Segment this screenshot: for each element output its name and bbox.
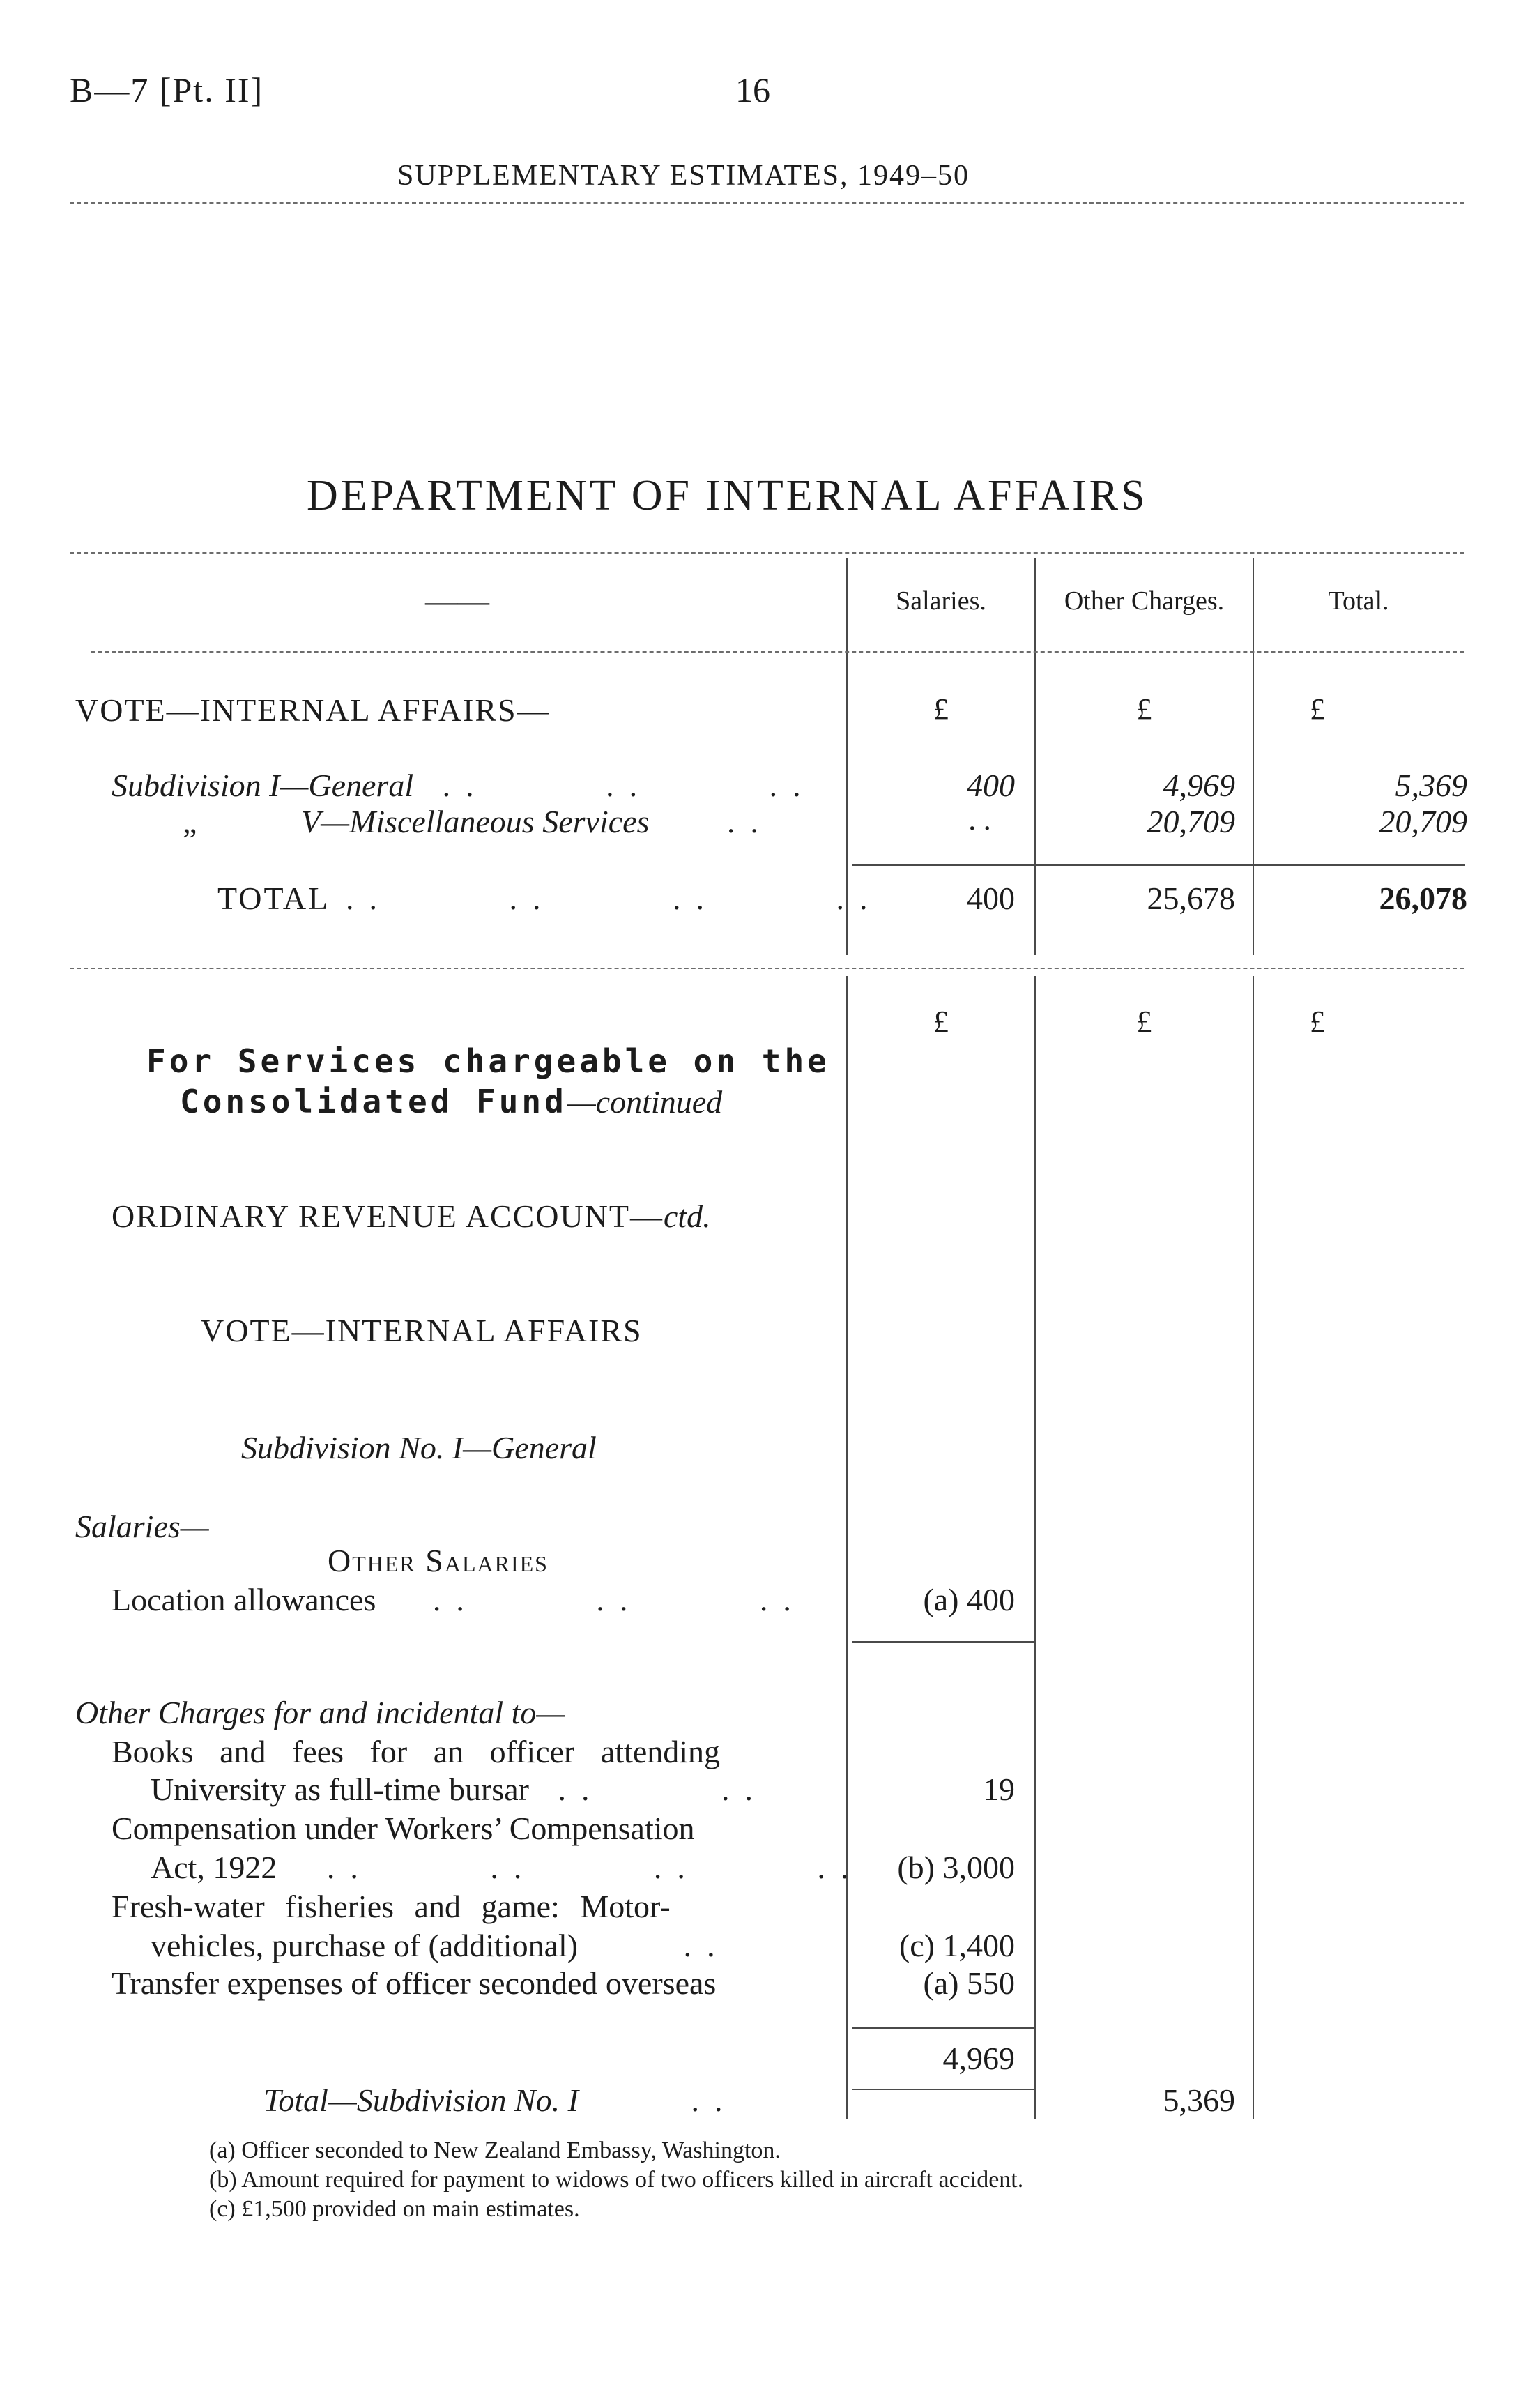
summary-general-total: 5,369 (1395, 768, 1467, 803)
other-charges-subtotal: 4,969 (942, 2041, 1015, 2076)
ordinary-revenue-heading (112, 1198, 711, 1235)
col-header-salaries: Salaries. (896, 586, 986, 616)
summary-total-other: 25,678 (1147, 881, 1235, 916)
ordinary-revenue-ctd: ctd. (663, 1198, 711, 1234)
pound-sign: £ (933, 1005, 949, 1039)
summary-total-salaries: 400 (967, 881, 1015, 916)
summary-header-dash: —— (425, 583, 489, 618)
header-rule (70, 202, 1464, 204)
running-reference: B—7 [Pt. II] (70, 70, 264, 109)
transfer-expenses-value: (a) 550 (923, 1965, 1015, 2001)
summary-total-total: 26,078 (1379, 881, 1467, 916)
fisheries-label-line2: vehicles, purchase of (additional) .. (151, 1928, 730, 1963)
summary-row-misc-ditto: „ (183, 804, 197, 839)
summary-top-rule (70, 552, 1464, 554)
summary-row-general-label: Subdivision I—General .. .. .. (112, 768, 816, 803)
footnote-b: (b) Amount required for payment to widows of two officers killed in aircraft accident. (209, 2167, 1024, 2193)
books-fees-label-line2: University as full-time bursar .. .. (151, 1771, 768, 1807)
services-heading-fund: Consolidated Fund (180, 1083, 567, 1120)
summary-misc-salaries: .. (968, 801, 998, 837)
subdivision-total-value: 5,369 (1163, 2082, 1235, 2118)
subtotal-underline (852, 2089, 1034, 2090)
pound-sign: £ (1310, 1005, 1325, 1039)
subdivision-total-text: Total—Subdivision No. I (263, 2082, 579, 2118)
summary-general-salaries: 400 (967, 768, 1015, 803)
col-header-other-charges: Other Charges. (1064, 586, 1225, 616)
summary-sum-rule (852, 864, 1465, 866)
compensation-text-line2: Act, 1922 (151, 1850, 277, 1885)
other-charges-label: Other Charges for and incidental to— (75, 1695, 565, 1730)
salaries-end-rule (852, 1641, 1034, 1643)
summary-row-misc-text: V—Miscellaneous Services (301, 804, 650, 839)
detail-divider-3 (1253, 976, 1254, 2119)
footnote-c: (c) £1,500 provided on main estimates. (209, 2196, 580, 2222)
summary-misc-total: 20,709 (1379, 804, 1467, 839)
pound-sign: £ (1136, 692, 1152, 726)
summary-bottom-rule (70, 968, 1464, 969)
col-header-total: Total. (1328, 586, 1389, 616)
pound-sign: £ (1310, 692, 1325, 726)
summary-general-other: 4,969 (1163, 768, 1235, 803)
fisheries-text-line2: vehicles, purchase of (additional) (151, 1928, 579, 1963)
summary-total-text: TOTAL (217, 881, 329, 916)
page-number: 16 (735, 70, 770, 109)
detail-divider-2 (1034, 976, 1036, 2119)
summary-row-general-text: Subdivision I—General (112, 768, 414, 803)
books-fees-text-line2: University as full-time bursar (151, 1771, 529, 1807)
footnote-a: (a) Officer seconded to New Zealand Embassy, Washington. (209, 2138, 781, 2163)
supplementary-estimates-title: SUPPLEMENTARY ESTIMATES, 1949–50 (397, 160, 970, 192)
fisheries-label-line1: Fresh-water fisheries and game: Motor- (112, 1889, 671, 1924)
location-allowances-text: Location allowances (112, 1582, 376, 1617)
transfer-expenses-label: Transfer expenses of officer seconded overseas (112, 1965, 717, 2001)
summary-row-misc-label: V—Miscellaneous Services .. (301, 804, 774, 839)
summary-header-rule (91, 651, 1464, 653)
fisheries-value: (c) 1,400 (898, 1928, 1015, 1963)
salaries-label: Salaries— (75, 1509, 209, 1544)
location-allowances-value: (a) 400 (923, 1582, 1015, 1617)
subdivision-heading: Subdivision No. I—General (241, 1430, 597, 1465)
ordinary-revenue-text: ORDINARY REVENUE ACCOUNT— (112, 1198, 664, 1234)
services-heading-continued: —continued (567, 1084, 723, 1120)
detail-vote-heading: VOTE—INTERNAL AFFAIRS (201, 1313, 643, 1348)
subdivision-total-label: Total—Subdivision No. I .. (263, 2082, 738, 2118)
compensation-label-line1: Compensation under Workers’ Compensation (112, 1811, 695, 1846)
summary-vote-label: VOTE—INTERNAL AFFAIRS— (75, 692, 551, 728)
services-heading-line1: For Services chargeable on the (146, 1042, 830, 1080)
books-fees-value: 19 (983, 1771, 1015, 1807)
pound-sign: £ (1136, 1005, 1152, 1039)
other-salaries-heading: Other Salaries (328, 1543, 549, 1578)
services-heading-line2 (180, 1083, 722, 1120)
department-title: DEPARTMENT OF INTERNAL AFFAIRS (307, 472, 1148, 519)
compensation-value: (b) 3,000 (897, 1850, 1015, 1885)
summary-total-label: TOTAL .. .. .. .. (217, 881, 883, 916)
other-charges-sum-rule (852, 2027, 1034, 2029)
books-fees-label-line1: Books and fees for an officer attending (112, 1734, 721, 1769)
pound-sign: £ (933, 692, 949, 726)
compensation-label-line2: Act, 1922 .. .. .. .. (151, 1850, 864, 1885)
summary-misc-other: 20,709 (1147, 804, 1235, 839)
location-allowances-label: Location allowances .. .. .. (112, 1582, 806, 1617)
